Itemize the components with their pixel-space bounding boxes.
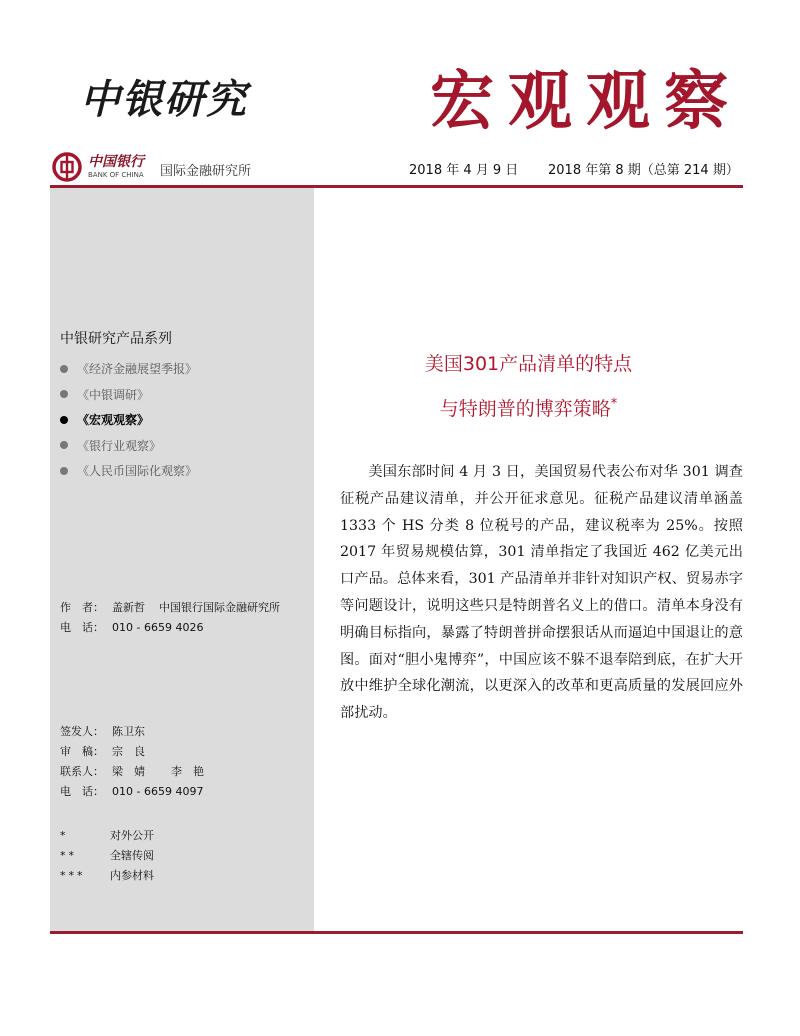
bank-of-china-emblem-icon — [52, 152, 82, 182]
bank-name-cn: 中国银行 — [88, 154, 144, 170]
bank-name-en: BANK OF CHINA — [88, 171, 144, 179]
footnote-mark: * — [610, 396, 618, 412]
author-org: 中国银行国际金融研究所 — [159, 601, 280, 614]
contact-phone: 010 - 6659 4097 — [112, 785, 204, 798]
report-item-research[interactable] — [60, 382, 197, 408]
bullet-icon — [60, 441, 68, 449]
report-item-outlook[interactable] — [60, 356, 197, 382]
institute-name: 国际金融研究所 — [160, 164, 252, 179]
distribution-label: 全辖传阅 — [110, 849, 154, 862]
signer-label: 签发人： — [60, 725, 104, 738]
article-title-text: 美国301产品清单的特点 — [424, 353, 633, 375]
report-item-macro[interactable] — [60, 407, 197, 433]
signer-name: 陈卫东 — [112, 725, 145, 738]
issue-number: 2018 年第 8 期（总第 214 期） — [548, 163, 739, 178]
author-phone-label: 电 话： — [60, 621, 104, 634]
footer-rule — [50, 931, 743, 934]
report-item-rmb[interactable] — [60, 458, 197, 484]
author-label: 作 者： — [60, 601, 104, 614]
sidebar — [50, 188, 314, 931]
article-title-line-2 — [314, 394, 743, 421]
distribution-stars: ** — [60, 849, 77, 862]
report-series-list — [60, 356, 197, 484]
author-name: 盖新哲 — [112, 601, 145, 614]
author-info — [60, 598, 280, 638]
contact-phone-label: 电 话： — [60, 785, 104, 798]
distribution-stars: *** — [60, 869, 86, 882]
report-item-banking[interactable] — [60, 433, 197, 459]
product-series-heading: 中银研究产品系列 — [60, 331, 172, 347]
article-title-line-1 — [314, 349, 743, 376]
article-body: 美国东部时间 4 月 3 日，美国贸易代表公布对华 301 调查征税产品建议清单，并公开征求意见。征税产品建议清单涵盖 1333 个 HS 分类 8 位税号的产品，建议税率为 25%。按照 2017 年贸易规模估算，301 清单指定了我国近 462 亿美元出口产品。总体来看，301 产品清单并非针对知识产权、贸易赤字等问题设计，说明这些只是特朗普名义上的借口。清单本身没有明确目标指向，暴露了特朗普拼命摆狠话从而逼迫中国退让的意图。面对“胆小鬼博弈”，中国应该不躲不退奉陪到底，在扩大开放中维护全球化潮流，以更深入的改革和更高质量的发展回应外部扰动。 — [340, 464, 743, 722]
contact-name: 梁 婧 — [112, 765, 145, 778]
bank-of-china-logo — [52, 152, 144, 182]
bullet-icon — [60, 416, 68, 424]
report-item-label: 《经济金融展望季报》 — [77, 362, 198, 377]
article-title-text: 与特朗普的博弈策略 — [439, 398, 611, 420]
author-phone: 010 - 6659 4026 — [112, 621, 204, 634]
publication-date: 2018 年 4 月 9 日 — [409, 163, 519, 178]
signoff-info — [60, 722, 204, 802]
report-item-label: 《中银调研》 — [77, 387, 150, 402]
distribution-label: 内参材料 — [110, 869, 154, 882]
zhongyin-research-logo: 中银研究 — [80, 76, 248, 123]
distribution-stars: * — [60, 829, 69, 842]
bullet-icon — [60, 365, 68, 373]
contact-name: 李 艳 — [171, 765, 204, 778]
reviewer-label: 审 稿： — [60, 745, 104, 758]
report-item-label: 《宏观观察》 — [77, 413, 150, 428]
bullet-icon — [60, 467, 68, 475]
distribution-label: 对外公开 — [110, 829, 154, 842]
bullet-icon — [60, 390, 68, 398]
report-item-label: 《人民币国际化观察》 — [77, 464, 198, 479]
reviewer-name: 宗 良 — [112, 745, 145, 758]
report-item-label: 《银行业观察》 — [77, 438, 162, 453]
series-title: 宏观观察 — [430, 64, 742, 139]
contact-label: 联系人： — [60, 765, 104, 778]
distribution-levels — [60, 826, 154, 886]
